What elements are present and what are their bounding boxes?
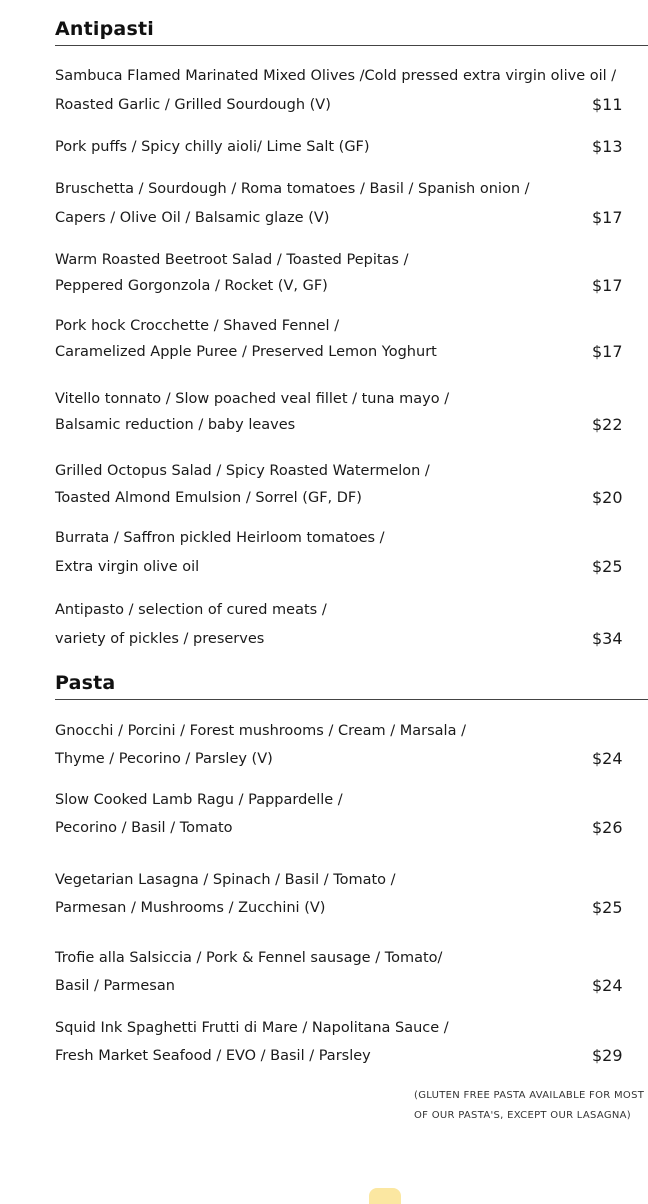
item-description-line: Warm Roasted Beetroot Salad / Toasted Pepitas / (55, 252, 409, 268)
item-price: $24 (592, 976, 623, 995)
item-price: $24 (592, 749, 623, 768)
item-description-line: Peppered Gorgonzola / Rocket (V, GF) (55, 278, 328, 294)
item-description-line: Burrata / Saffron pickled Heirloom tomatoes / (55, 530, 385, 546)
gluten-free-note (414, 1086, 644, 1126)
section-divider-pasta (55, 699, 648, 700)
item-description-line: variety of pickles / preserves (55, 631, 265, 647)
item-description-line: Thyme / Pecorino / Parsley (V) (55, 751, 273, 767)
scroll-handle[interactable] (369, 1188, 401, 1204)
item-description-line: Squid Ink Spaghetti Frutti di Mare / Napolitana Sauce / (55, 1020, 449, 1036)
item-description-line: Grilled Octopus Salad / Spicy Roasted Watermelon / (55, 463, 430, 479)
item-price: $20 (592, 488, 623, 507)
item-description-line: Slow Cooked Lamb Ragu / Pappardelle / (55, 792, 343, 808)
item-price: $25 (592, 557, 623, 576)
item-price: $26 (592, 818, 623, 837)
item-description-line: Fresh Market Seafood / EVO / Basil / Parsley (55, 1048, 371, 1064)
item-description-line: Pork puffs / Spicy chilly aioli/ Lime Salt (GF) (55, 139, 370, 155)
item-description-line: Antipasto / selection of cured meats / (55, 602, 327, 618)
section-title-pasta: Pasta (55, 672, 116, 694)
note-line: (GLUTEN FREE PASTA AVAILABLE FOR MOST (414, 1090, 645, 1101)
item-price: $17 (592, 276, 623, 295)
item-description-line: Vitello tonnato / Slow poached veal fillet / tuna mayo / (55, 391, 450, 407)
item-price: $17 (592, 342, 623, 361)
item-description-line: Extra virgin olive oil (55, 559, 200, 575)
item-description-line: Capers / Olive Oil / Balsamic glaze (V) (55, 210, 330, 226)
item-price: $13 (592, 137, 623, 156)
item-description-line: Pecorino / Basil / Tomato (55, 820, 233, 836)
item-description-line: Parmesan / Mushrooms / Zucchini (V) (55, 900, 326, 916)
item-description-line: Toasted Almond Emulsion / Sorrel (GF, DF) (55, 490, 362, 506)
item-description-line: Caramelized Apple Puree / Preserved Lemon Yoghurt (55, 344, 437, 360)
item-description-line: Sambuca Flamed Marinated Mixed Olives /Cold pressed extra virgin olive oil / (55, 68, 617, 84)
item-description-line: Roasted Garlic / Grilled Sourdough (V) (55, 97, 331, 113)
item-description-line: Balsamic reduction / baby leaves (55, 417, 296, 433)
item-description-line: Bruschetta / Sourdough / Roma tomatoes / Basil / Spanish onion / (55, 181, 530, 197)
note-line: OF OUR PASTA'S, EXCEPT OUR LASAGNA) (414, 1110, 632, 1121)
item-price: $29 (592, 1046, 623, 1065)
item-description-line: Trofie alla Salsiccia / Pork & Fennel sausage / Tomato/ (55, 950, 443, 966)
item-price: $34 (592, 629, 623, 648)
section-title-antipasti: Antipasti (55, 18, 154, 40)
item-price: $25 (592, 898, 623, 917)
section-divider-antipasti (55, 45, 648, 46)
item-price: $17 (592, 208, 623, 227)
item-price: $11 (592, 95, 623, 114)
item-price: $22 (592, 415, 623, 434)
item-description-line: Vegetarian Lasagna / Spinach / Basil / Tomato / (55, 872, 396, 888)
item-description-line: Pork hock Crocchette / Shaved Fennel / (55, 318, 340, 334)
item-description-line: Basil / Parmesan (55, 978, 175, 994)
item-description-line: Gnocchi / Porcini / Forest mushrooms / Cream / Marsala / (55, 723, 466, 739)
